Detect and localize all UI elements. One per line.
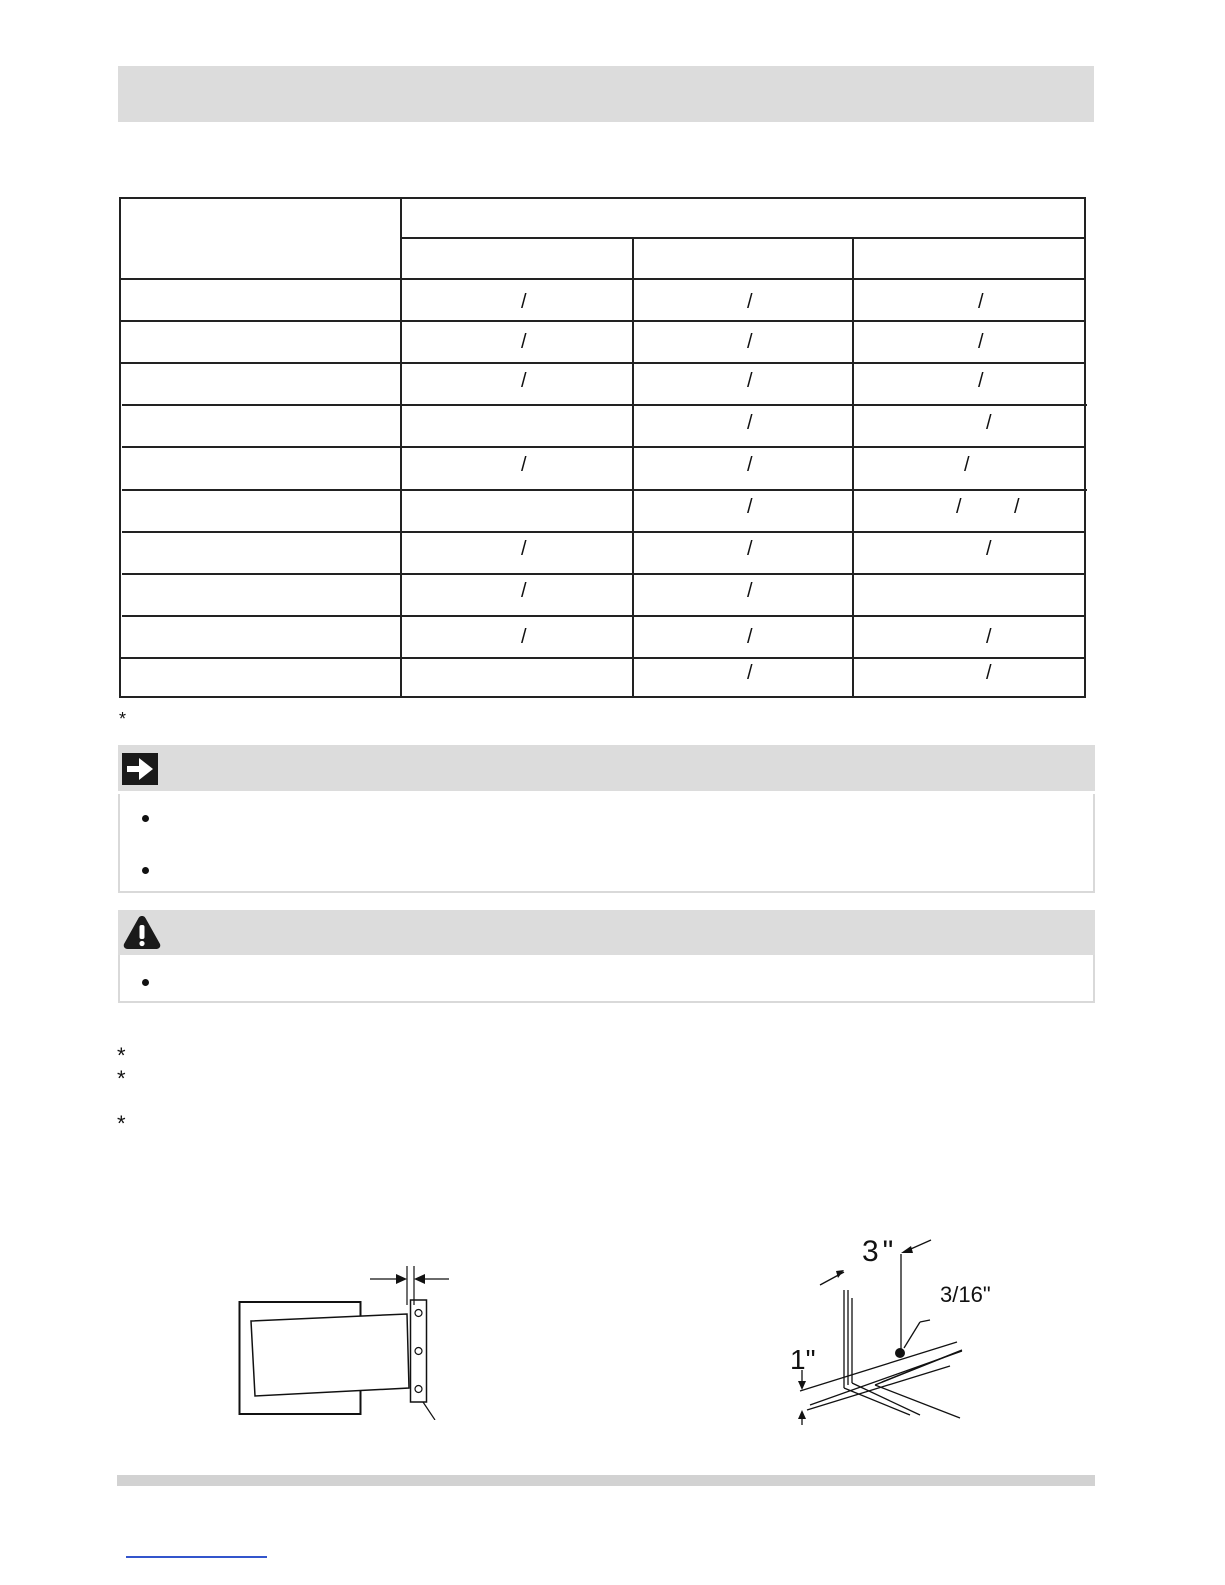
note-header [118,745,1095,791]
fraction-slash: / [747,331,753,353]
table-rule [122,404,1087,406]
fraction-slash: / [521,331,527,353]
table-rule [632,237,634,698]
table-rule [122,573,1085,575]
fraction-slash: / [986,538,992,560]
fraction-slash: / [747,370,753,392]
table-rule [400,237,1086,239]
fraction-slash: / [747,454,753,476]
fraction-slash: / [978,291,984,313]
page-title-bar [118,66,1094,122]
note-bullet [142,867,149,874]
warning-bullet [142,979,149,986]
fraction-slash: / [986,412,992,434]
dimension-label-side: 1" [790,1344,816,1375]
table-rule [119,197,1086,199]
fraction-slash: / [521,538,527,560]
table-rule [122,531,1085,533]
table-rule [119,362,1084,364]
fraction-slash: / [1014,496,1020,518]
dimension-label-top: 3" [862,1235,898,1268]
fraction-slash: / [521,454,527,476]
table-rule [400,197,402,698]
fraction-slash: / [956,496,962,518]
table-rule [122,489,1087,491]
fraction-slash: / [747,291,753,313]
asterisk-item: * [117,1043,126,1068]
table-rule [122,446,1085,448]
fraction-slash: / [978,331,984,353]
fraction-slash: / [747,538,753,560]
table-rule [1084,197,1086,698]
note-bullet [142,815,149,822]
fraction-slash: / [986,662,992,684]
fraction-slash: / [964,454,970,476]
fraction-slash: / [747,662,753,684]
fraction-slash: / [521,626,527,648]
table-rule [119,278,1084,280]
fraction-slash: / [978,370,984,392]
dimension-label-hole: 3/16" [940,1282,991,1307]
asterisk-item: * [117,1111,126,1136]
footer-bar [117,1475,1095,1486]
warning-icon [122,914,162,950]
spec-table [119,197,1086,698]
fraction-slash: / [521,580,527,602]
warning-body [118,955,1095,1003]
fraction-slash: / [747,580,753,602]
table-rule [119,696,1086,698]
table-rule [119,657,1085,659]
note-body [118,794,1095,893]
bracket-gap-figure [230,1260,460,1420]
fraction-slash: / [747,496,753,518]
asterisk-item: * [117,1066,126,1091]
fraction-slash: / [747,626,753,648]
warning-header [118,910,1095,955]
fraction-slash: / [521,370,527,392]
fraction-slash: / [521,291,527,313]
table-rule [122,615,1085,617]
fraction-slash: / [986,626,992,648]
footnote-asterisk: * [119,709,127,729]
arrow-right-icon [122,753,158,785]
table-rule [119,197,121,698]
table-rule [119,320,1084,322]
fraction-slash: / [747,412,753,434]
table-rule [852,237,854,698]
footer-link-underline[interactable] [126,1556,267,1558]
